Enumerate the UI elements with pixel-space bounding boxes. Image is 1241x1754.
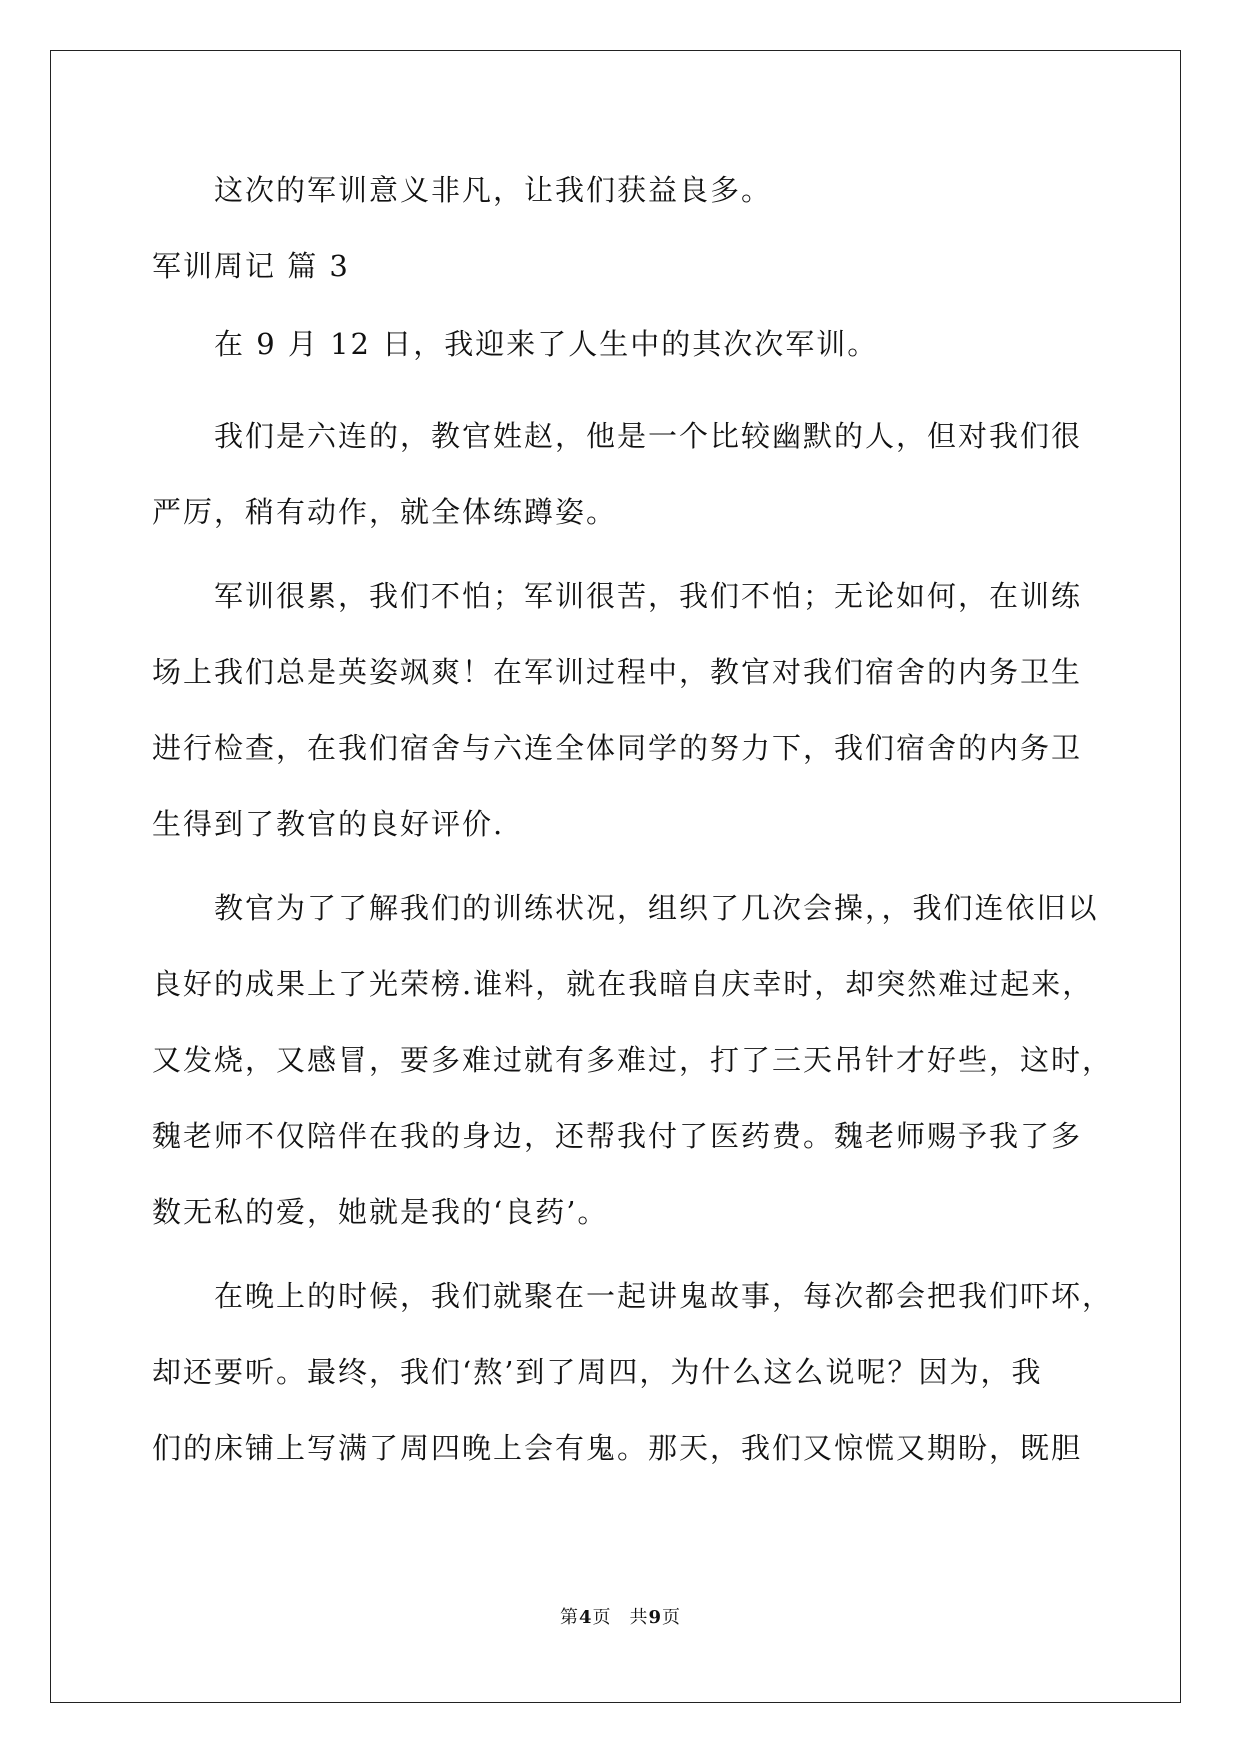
paragraph-line-13: 魏老师不仅陪伴在我的身边，还帮我付了医药费。魏老师赐予我了多 bbox=[152, 1119, 1083, 1153]
footer-total-suffix: 页 bbox=[662, 1607, 682, 1628]
paragraph-line-5: 严厉，稍有动作，就全体练蹲姿。 bbox=[152, 495, 618, 529]
paragraph-line-17: 们的床铺上写满了周四晚上会有鬼。那天，我们又惊慌又期盼，既胆 bbox=[152, 1431, 1083, 1465]
paragraph-line-12: 又发烧，又感冒，要多难过就有多难过，打了三天吊针才好些，这时， bbox=[152, 1043, 1114, 1077]
paragraph-line-11: 良好的成果上了光荣榜.谁料，就在我暗自庆幸时，却突然难过起来， bbox=[152, 967, 1094, 1001]
section-heading: 军训周记 篇 3 bbox=[152, 249, 350, 283]
footer-total-prefix: 共 bbox=[629, 1607, 649, 1628]
footer-page-mid: 页 bbox=[592, 1607, 612, 1628]
footer-page-prefix: 第 bbox=[559, 1607, 579, 1628]
paragraph-line-4: 我们是六连的，教官姓赵，他是一个比较幽默的人，但对我们很 bbox=[214, 419, 1083, 453]
paragraph-line-10: 教官为了了解我们的训练状况，组织了几次会操，，我们连依旧以 bbox=[214, 891, 1099, 925]
paragraph-line-16: 却还要听。最终，我们‘熬’到了周四，为什么这么说呢？因为，我 bbox=[152, 1355, 1043, 1389]
paragraph-line-9: 生得到了教官的良好评价. bbox=[152, 807, 505, 841]
paragraph-line-7: 场上我们总是英姿飒爽！在军训过程中，教官对我们宿舍的内务卫生 bbox=[152, 655, 1083, 689]
footer-page-total: 9 bbox=[648, 1607, 663, 1628]
page-footer bbox=[0, 1606, 1241, 1630]
footer-page-current: 4 bbox=[578, 1607, 593, 1628]
paragraph-line-1: 这次的军训意义非凡，让我们获益良多。 bbox=[214, 173, 773, 207]
paragraph-line-6: 军训很累，我们不怕；军训很苦，我们不怕；无论如何，在训练 bbox=[214, 579, 1083, 613]
paragraph-line-8: 进行检查，在我们宿舍与六连全体同学的努力下，我们宿舍的内务卫 bbox=[152, 731, 1083, 765]
paragraph-line-3: 在 9 月 12 日，我迎来了人生中的其次次军训。 bbox=[214, 327, 879, 361]
paragraph-line-14: 数无私的爱，她就是我的‘良药’。 bbox=[152, 1195, 609, 1229]
paragraph-line-15: 在晚上的时候，我们就聚在一起讲鬼故事，每次都会把我们吓坏， bbox=[214, 1279, 1114, 1313]
